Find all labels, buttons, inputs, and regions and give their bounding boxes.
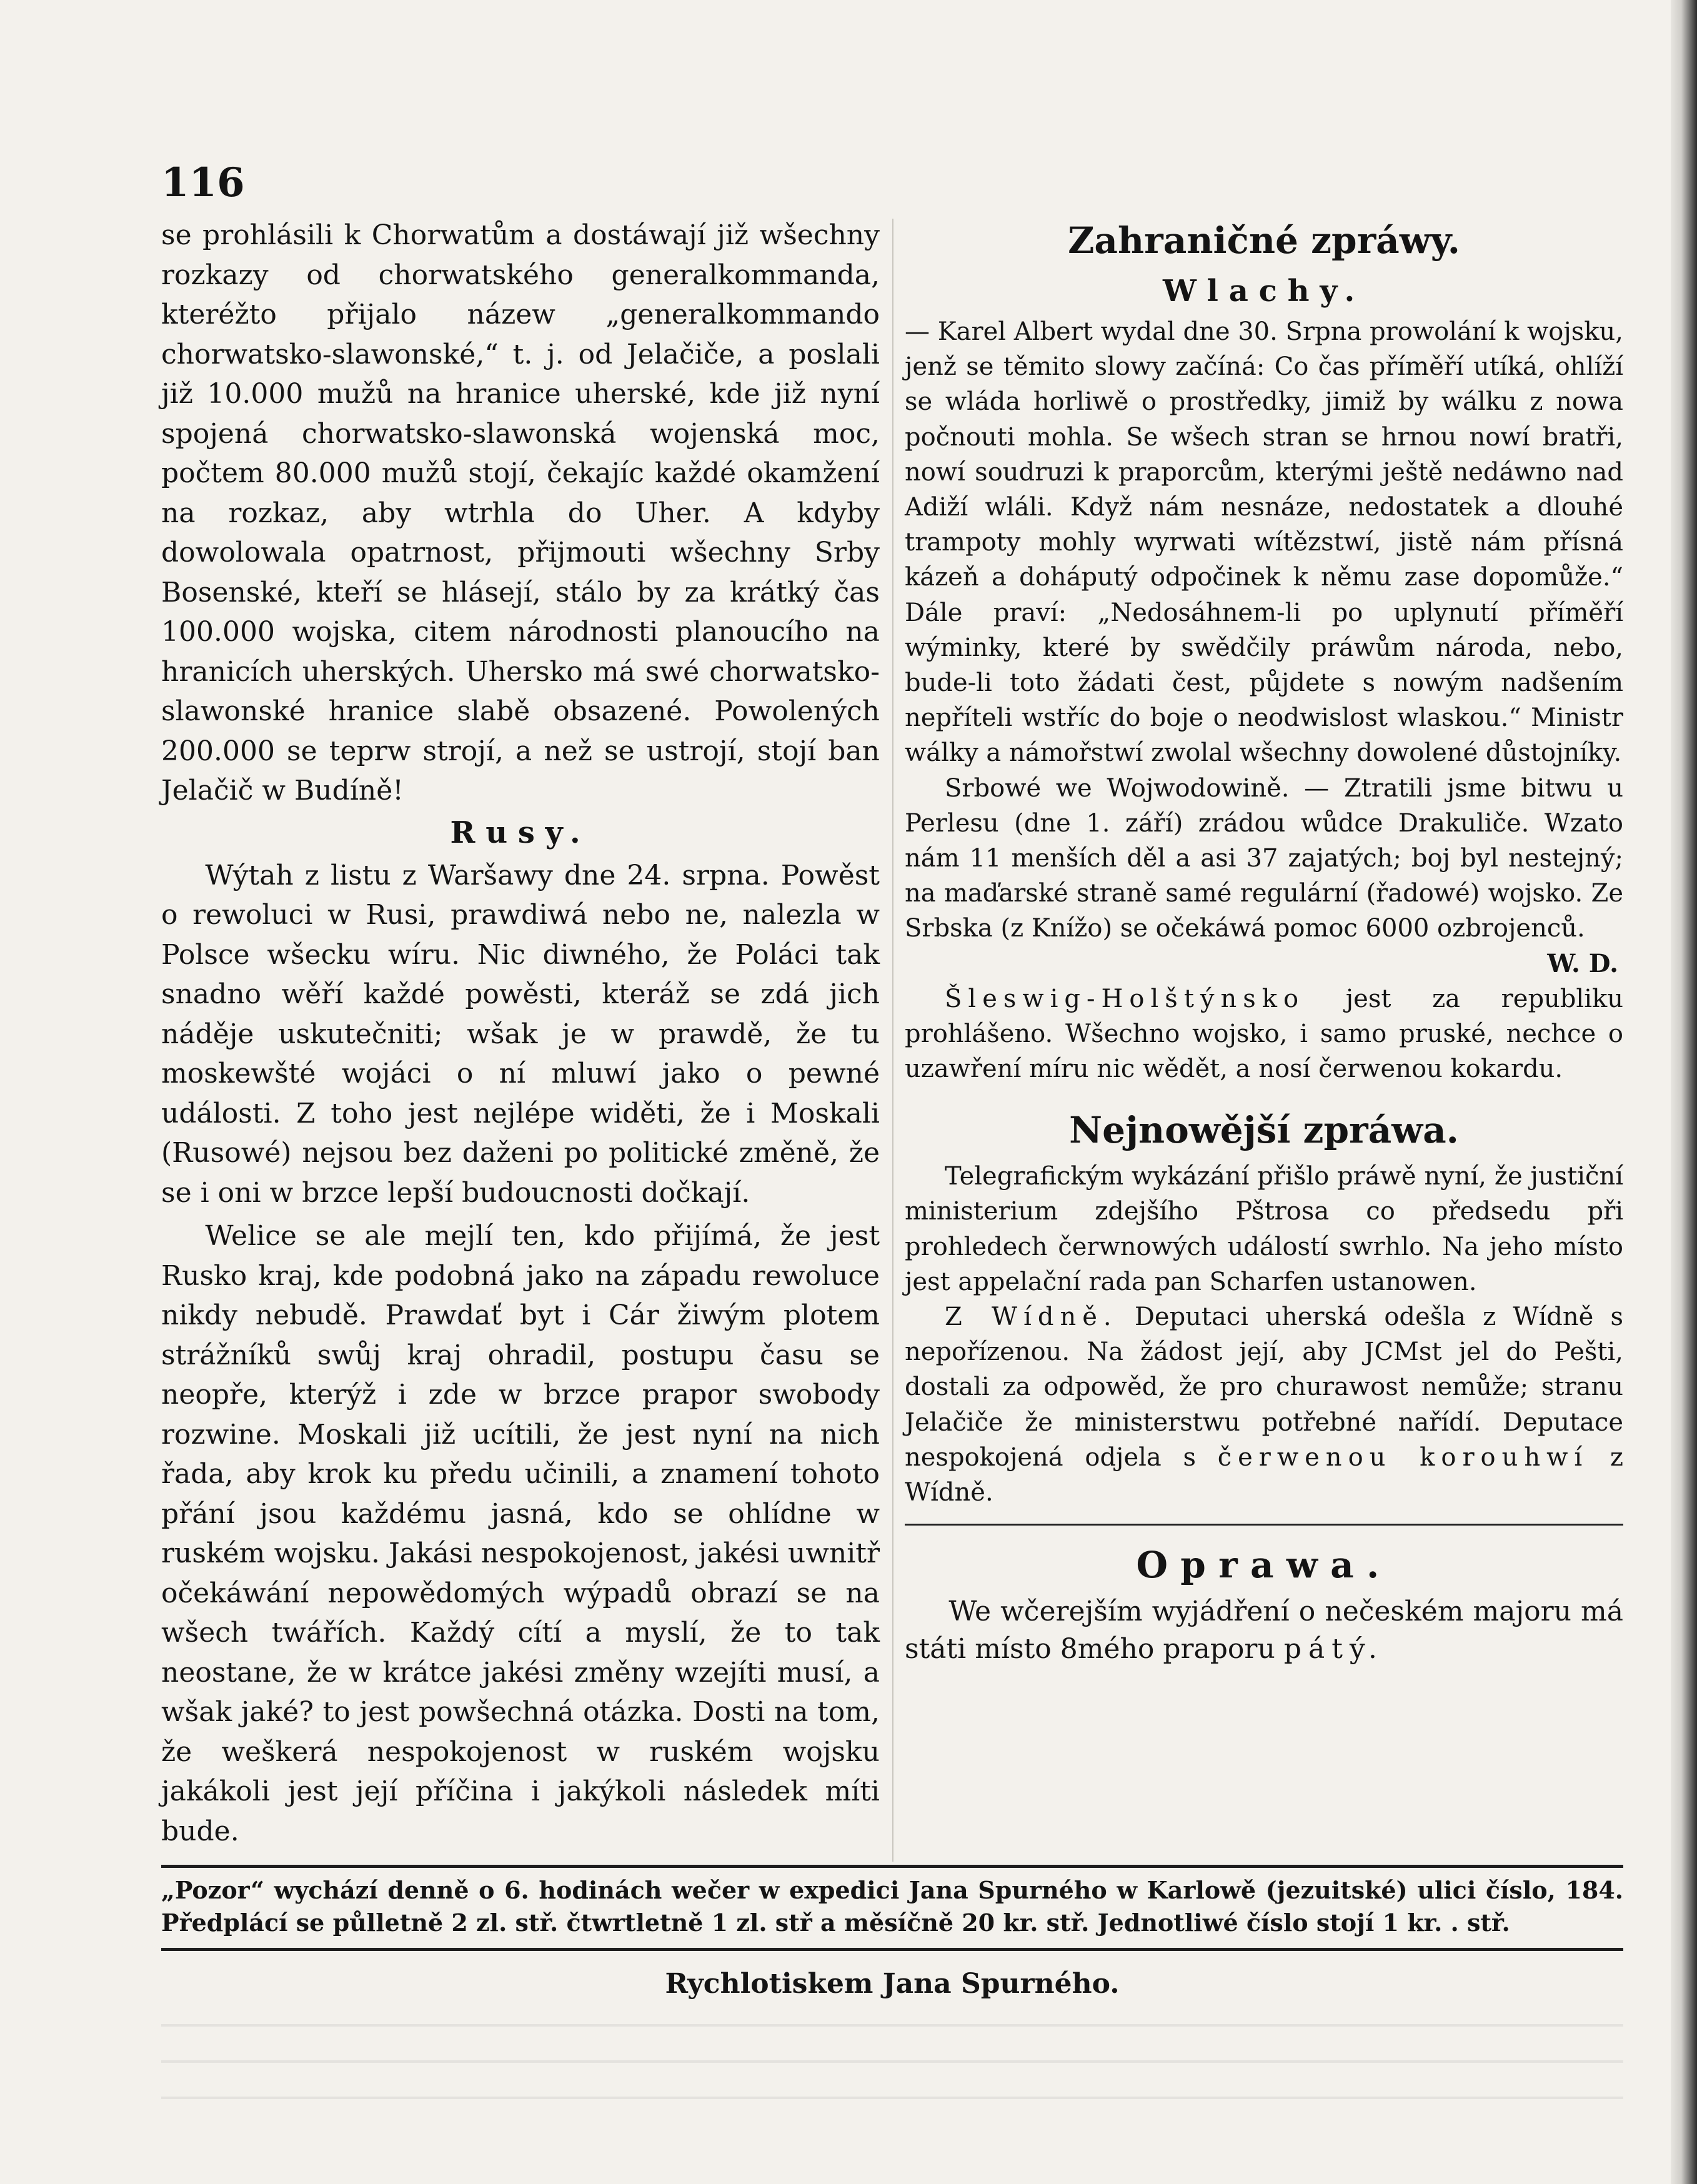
vienna-flag: čerwenou korouhwí [1217, 1442, 1589, 1472]
vienna-end: z Wídně. [905, 1442, 1623, 1507]
footer-rule-bottom [161, 1948, 1623, 1951]
wlachy-heading: Wlachy. [1162, 274, 1366, 309]
footer-rule-top [161, 1865, 1623, 1868]
latest-news-heading: Nejnowější zpráwa. [1069, 1109, 1459, 1152]
section-divider [905, 1524, 1623, 1526]
article-signature: W. D. [1547, 948, 1618, 978]
right-column [905, 216, 1623, 1668]
rusy-paragraph-1: Wýtah z listu z Waršawy dne 24. srpna. Powěst o rewoluci w Rusi, prawdiwá nebo ne, nalezla w Polsce wšecku wíru. Nic diwného, že Poláci tak snadno wěří každé powěsti, kteráž se zdá jich náděje uskutečniti; wšak je w prawdě, že tu moskewšté wojáci o ní mluwí jako o pewné události. Z toho jest nejlépe widěti, že i Moskali (Rusowé) nejsou bez daženi po politické změně, že se i oni w brzce lepší budoucnosti dočkají. [161, 859, 880, 1209]
srbove-paragraph: Srbowé we Wojwodowině. — Ztratili jsme bitwu u Perlesu (dne 1. září) zrádou wůdce Drakuliče. Wzato nám 11 menších děl a asi 37 zajatých; boj byl nestejný; na maďarské straně samé regulární (řadowé) wojsko. Ze Srbska (z Knížo) se očekáwá pomoc 6000 ozbrojenců. [905, 773, 1623, 943]
foreign-news-heading: Zahraničné zpráwy. [1068, 219, 1460, 262]
rusy-paragraph-2: Welice se ale mejlí ten, kdo přijímá, že jest Rusko kraj, kde podobná jako na západu rewoluce nikdy nebudě. Prawdať byt i Cár žiwým plotem strážníků swůj kraj ohradil, postupu času se neopře, kterýž i zde w brzce prapor swobody rozwine. Moskali již ucítili, že jest nyní na nich řada, aby krok ku předu učinili, a znamení tohoto přání jsou každému jasná, kdo se ohlídne w ruském wojsku. Jakási nespokojenost, jakési uwnitř očekáwání nepowědomých wýpadů obrazí se na wšech twářích. Každý cítí a myslí, že to tak neostane, že w krátce jakési změny wzejíti musí, a wšak jaké? to jest powšechná otázka. Dosti na tom, že weškerá nespokojenost w ruském wojsku jakákoli jest její příčina i jakýkoli následek míti bude. [161, 1220, 880, 1847]
wlachy-paragraph: — Karel Albert wydal dne 30. Srpna prowolání k wojsku, jenž se těmito slowy začíná: Co čas příměří utíká, ohlíží se wláda horliwě o prostředky, jimiž by wálku z nowa počnouti mohla. Se wšech stran se hrnou nowí bratři, nowí soudruzi k praporcům, kterými ještě nedáwno nad Adiží wláli. Když nám nesnáze, nedostatek a dlouhé trampoty mohly wyrwati wítězstwí, jistě nám přísná kázeň a doháputý odpočinek k němu zase dopomůže.“ Dále praví: „Nedosáhnem-li po uplynutí příměří wýminky, které by swědčily práwům národa, nebo, bude-li toto žádati čest, půjdete s nowým nadšením nepříteli wstříc do boje o neodwislost wlaskou.“ Ministr wálky a námořstwí zwolal wšechny dowolené důstojníky. [905, 317, 1623, 768]
vienna-paragraph [905, 1299, 1623, 1510]
oprava-text: We wčerejším wyjádření o nečeském majoru má státi místo 8mého praporu [905, 1596, 1623, 1665]
page-edge-shadow [1671, 0, 1697, 2184]
latest-paragraph: Telegrafickým wykázání přišlo práwě nyní, že justiční ministerium zdejšího Pštrosa co předsedu při prohledech čerwnowých událostí swrhlo. Na jeho místo jest appelační rada pan Scharfen ustanowen. [905, 1162, 1623, 1296]
left-column [161, 216, 880, 1851]
vienna-text: Deputaci uherská odešla z Wídně s nepořízenou. Na žádost její, aby JCMst jel do Pešti, dostali za odpowěd, že pro churawost nemůže; stranu Jelačiče že ministerstwu potřebné nařídí. Deputace nespokojená odjela s [905, 1303, 1623, 1472]
oprava-paragraph [905, 1593, 1623, 1668]
intro-paragraph: se prohlásili k Chorwatům a dostáwají již wšechny rozkazy od chorwatského generalkommanda, kteréžto přijalo názew „generalkommando chorwatsko-slawonské,“ t. j. od Jelačiče, a poslali již 10.000 mužů na hranice uherské, kde již nyní spojená chorwatsko-slawonská wojenská moc, počtem 80.000 mužů stojí, čekajíc každé okamžení na rozkaz, aby wtrhla do Uher. A kdyby dowolowala opatrnost, přijmouti wšechny Srby Bosenské, kteří se hlásejí, stálo by za krátký čas 100.000 wojska, citem národnosti planoucího na hranicích uherských. Uhersko má swé chorwatsko-slawonské hranice slabě obsazené. Powolených 200.000 se teprw strojí, a než se ustrojí, stojí ban Jelačič w Budíně! [161, 219, 880, 807]
rusy-heading: Rusy. [450, 815, 591, 850]
subscription-notice: „Pozor“ wychází denně o 6. hodinách wečer w expedici Jana Spurného w Karlowě (jezuitské) ulici číslo, 184. Předplácí se půlletně 2 zl. stř. čtwrtletně 1 zl. stř a měsíčně 20 kr. stř. Jednotliwé číslo stojí 1 kr. . stř. [161, 1876, 1623, 1937]
slesvik-paragraph [905, 981, 1623, 1087]
oprava-heading: Oprawa. [1136, 1544, 1392, 1587]
bleed-through-texture [161, 2024, 1623, 2130]
slesvik-name: Šleswig-Holštýnsko [945, 984, 1305, 1013]
vienna-lead: Z Wídně. [945, 1303, 1118, 1332]
oprava-word: pátý. [1283, 1633, 1384, 1665]
printer-imprint: Rychlotiskem Jana Spurného. [665, 1968, 1120, 2000]
slesvik-text: jest za republiku prohlášeno. Wšechno wojsko, i samo pruské, nechce o uzawření míru nic wědět, a nosí čerwenou kokardu. [905, 984, 1623, 1084]
page-number: 116 [161, 159, 245, 206]
column-divider [892, 219, 893, 1862]
